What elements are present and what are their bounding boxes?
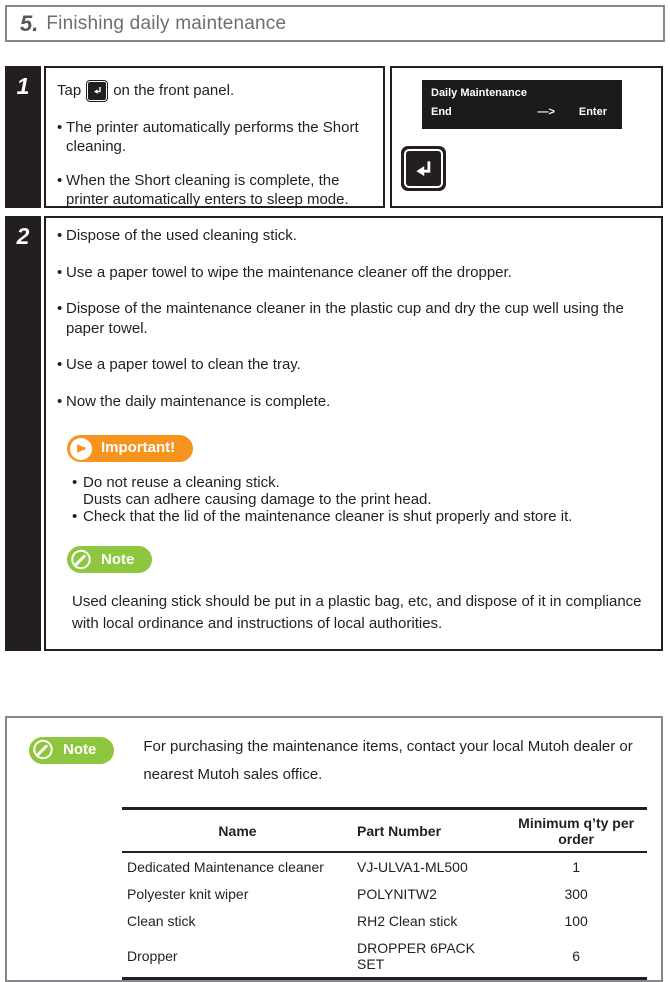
step-2-row <box>5 216 663 651</box>
step-1-row <box>5 66 663 208</box>
step-1-number: 1 <box>5 66 41 208</box>
note-badge <box>29 737 114 764</box>
note-badge-label: Note <box>101 550 135 568</box>
cell-name: Dedicated Maintenance cleaner <box>127 858 324 875</box>
tap-prefix-text: Tap <box>57 82 82 99</box>
list-item <box>72 508 649 525</box>
tap-suffix-text: on the front panel. <box>113 82 235 99</box>
column-header-part-number: Part Number <box>353 808 505 852</box>
column-header-minimum-qty: Minimum q’ty per order <box>505 808 647 852</box>
lcd-end-label: End <box>431 106 452 118</box>
table-header-row <box>122 808 647 852</box>
step-2-number: 2 <box>5 216 41 651</box>
purchasing-note-box <box>5 716 663 982</box>
note-badge <box>67 546 152 573</box>
important-items <box>72 474 649 525</box>
cell-name: Dropper <box>127 947 178 964</box>
table-row <box>122 907 647 934</box>
list-item: • Dispose of the used cleaning stick. <box>57 226 645 246</box>
step-2-bullet-list <box>57 226 649 411</box>
cell-name: Clean stick <box>127 912 196 929</box>
cell-minimum-qty: 100 <box>564 912 588 929</box>
note-badge-label: Note <box>63 741 97 759</box>
important-item-subtext: Dusts can adhere causing damage to the print head. <box>83 491 432 509</box>
important-item-text: • Check that the lid of the maintenance cleaner is shut properly and store it. <box>83 508 573 526</box>
enter-key-button-icon <box>401 146 446 191</box>
front-panel-illustration <box>390 66 663 208</box>
enter-key-icon <box>88 82 106 100</box>
cell-part-number: DROPPER 6PACK SET <box>357 939 475 972</box>
purchasing-note-header <box>15 733 653 790</box>
important-item-text: • Do not reuse a cleaning stick. <box>83 474 280 491</box>
purchasing-note-line2: nearest Mutoh sales office. <box>143 766 323 784</box>
cell-minimum-qty: 1 <box>572 858 581 875</box>
cell-name: Polyester knit wiper <box>127 885 249 902</box>
maintenance-items-table <box>122 807 647 980</box>
purchasing-note-text <box>143 733 653 790</box>
cell-part-number: VJ-ULVA1-ML500 <box>357 858 468 875</box>
megaphone-icon <box>70 438 92 460</box>
lcd-title: Daily Maintenance <box>431 87 527 99</box>
step-1-bullet-list <box>57 118 373 210</box>
cell-part-number: RH2 Clean stick <box>357 912 458 929</box>
section-number: 5. <box>20 10 39 36</box>
steps-container <box>5 66 663 651</box>
purchasing-note-line1: For purchasing the maintenance items, contact your local Mutoh dealer or <box>143 737 633 755</box>
pencil-icon <box>70 549 92 571</box>
column-header-name: Name <box>122 808 353 852</box>
important-badge-label: Important! <box>101 439 176 457</box>
important-badge <box>67 435 193 462</box>
table-row <box>122 852 647 880</box>
lcd-enter-label: Enter <box>578 106 607 118</box>
pencil-icon <box>32 739 54 761</box>
page-title: Finishing daily maintenance <box>46 12 287 34</box>
step-1-instructions <box>44 66 385 208</box>
cell-part-number: POLYNITW2 <box>357 885 437 902</box>
list-item: • Use a paper towel to clean the tray. <box>57 355 645 375</box>
step-1-tap-line <box>57 81 373 101</box>
cell-minimum-qty: 300 <box>564 885 588 902</box>
step-2-instructions <box>44 216 663 651</box>
list-item: • Now the daily maintenance is complete. <box>57 392 645 412</box>
cell-minimum-qty: 6 <box>572 947 581 964</box>
lcd-arrow: —> <box>537 106 555 118</box>
list-item: • Dispose of the maintenance cleaner in the plastic cup and dry the cup well using the paper towel. <box>57 299 645 338</box>
section-header <box>5 5 665 42</box>
list-item: • Use a paper towel to wipe the maintenance cleaner off the dropper. <box>57 263 645 283</box>
list-item: • The printer automatically performs the Short cleaning. <box>57 118 373 157</box>
note-text: Used cleaning stick should be put in a plastic bag, etc, and dispose of it in compliance with local ordinance and instructions of local authorities. <box>72 593 642 633</box>
table-row <box>122 880 647 907</box>
list-item: • When the Short cleaning is complete, the printer automatically enters to sleep mode. <box>57 171 373 210</box>
list-item <box>72 474 649 508</box>
lcd-status-line <box>431 106 613 118</box>
lcd-display <box>422 80 622 129</box>
table-row <box>122 934 647 979</box>
